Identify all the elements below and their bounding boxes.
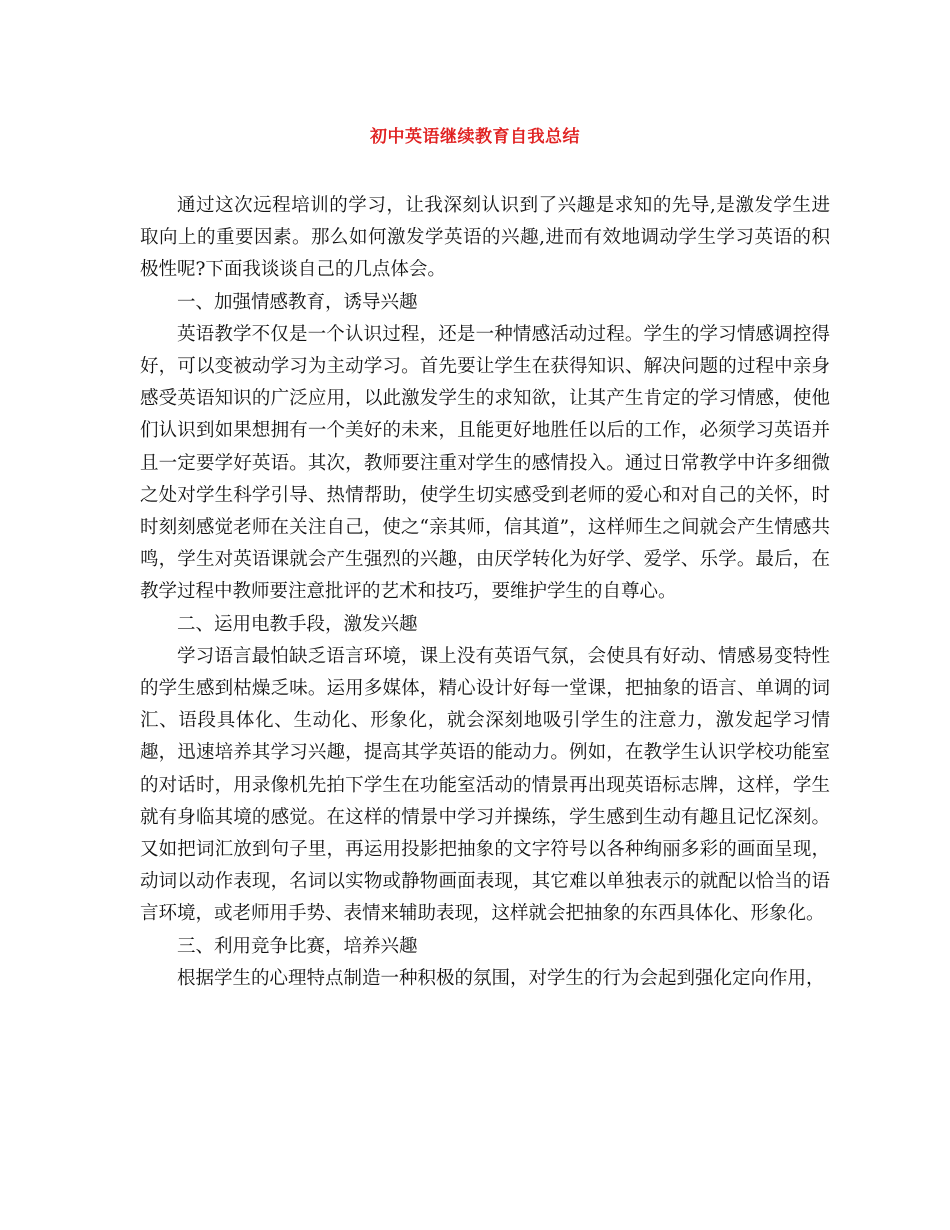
paragraph-intro: 通过这次远程培训的学习，让我深刻认识到了兴趣是求知的先导,是激发学生进取向上的重要因素。那么如何激发学英语的兴趣,进而有效地调动学生学习英语的积极性呢?下面我谈谈自己的几点体会。: [140, 195, 830, 281]
section-heading-1: 一、加强情感教育，诱导兴趣: [177, 291, 418, 313]
paragraph-section-1: 英语教学不仅是一个认识过程，还是一种情感活动过程。学生的学习情感调控得好，可以变被动学习为主动学习。首先要让学生在获得知识、解决问题的过程中亲身感受英语知识的广泛应用，以此激发学生的求知欲，让其产生肯定的学习情感，使他们认识到如果想拥有一个美好的未来，且能更好地胜任以后的工作，必须学习英语并且一定要学好英语。其次，教师要注重对学生的感情投入。通过日常教学中许多细微之处对学生科学引导、热情帮助，使学生切实感受到老师的爱心和对自己的关怀，时时刻刻感觉老师在关注自己，使之“亲其师，信其道”，这样师生之间就会产生情感共鸣，学生对英语课就会产生强烈的兴趣，由厌学转化为好学、爱学、乐学。最后，在教学过程中教师要注意批评的艺术和技巧，要维护学生的自尊心。: [140, 323, 830, 603]
paragraph-section-2: 学习语言最怕缺乏语言环境，课上没有英语气氛，会使具有好动、情感易变特性的学生感到枯燥乏味。运用多媒体，精心设计好每一堂课，把抽象的语言、单调的词汇、语段具体化、生动化、形象化，就会深刻地吸引学生的注意力，激发起学习情趣，迅速培养其学习兴趣，提高其学英语的能动力。例如，在教学生认识学校功能室的对话时，用录像机先拍下学生在功能室活动的情景再出现英语标志牌，这样，学生就有身临其境的感觉。在这样的情景中学习并操练，学生感到生动有趣且记忆深刻。又如把词汇放到句子里，再运用投影把抽象的文字符号以各种绚丽多彩的画面呈现，动词以动作表现，名词以实物或静物画面表现，其它难以单独表示的就配以恰当的语言环境，或老师用手势、表情来辅助表现，这样就会把抽象的东西具体化、形象化。: [140, 645, 830, 925]
section-heading-3: 三、利用竞争比赛，培养兴趣: [177, 935, 418, 957]
document-body: [140, 190, 830, 995]
paragraph-section-3: 根据学生的心理特点制造一种积极的氛围，对学生的行为会起到强化定向作用，: [177, 967, 825, 989]
document-title: 初中英语继续教育自我总结: [370, 127, 580, 147]
section-heading-2: 二、运用电教手段，激发兴趣: [177, 613, 418, 635]
